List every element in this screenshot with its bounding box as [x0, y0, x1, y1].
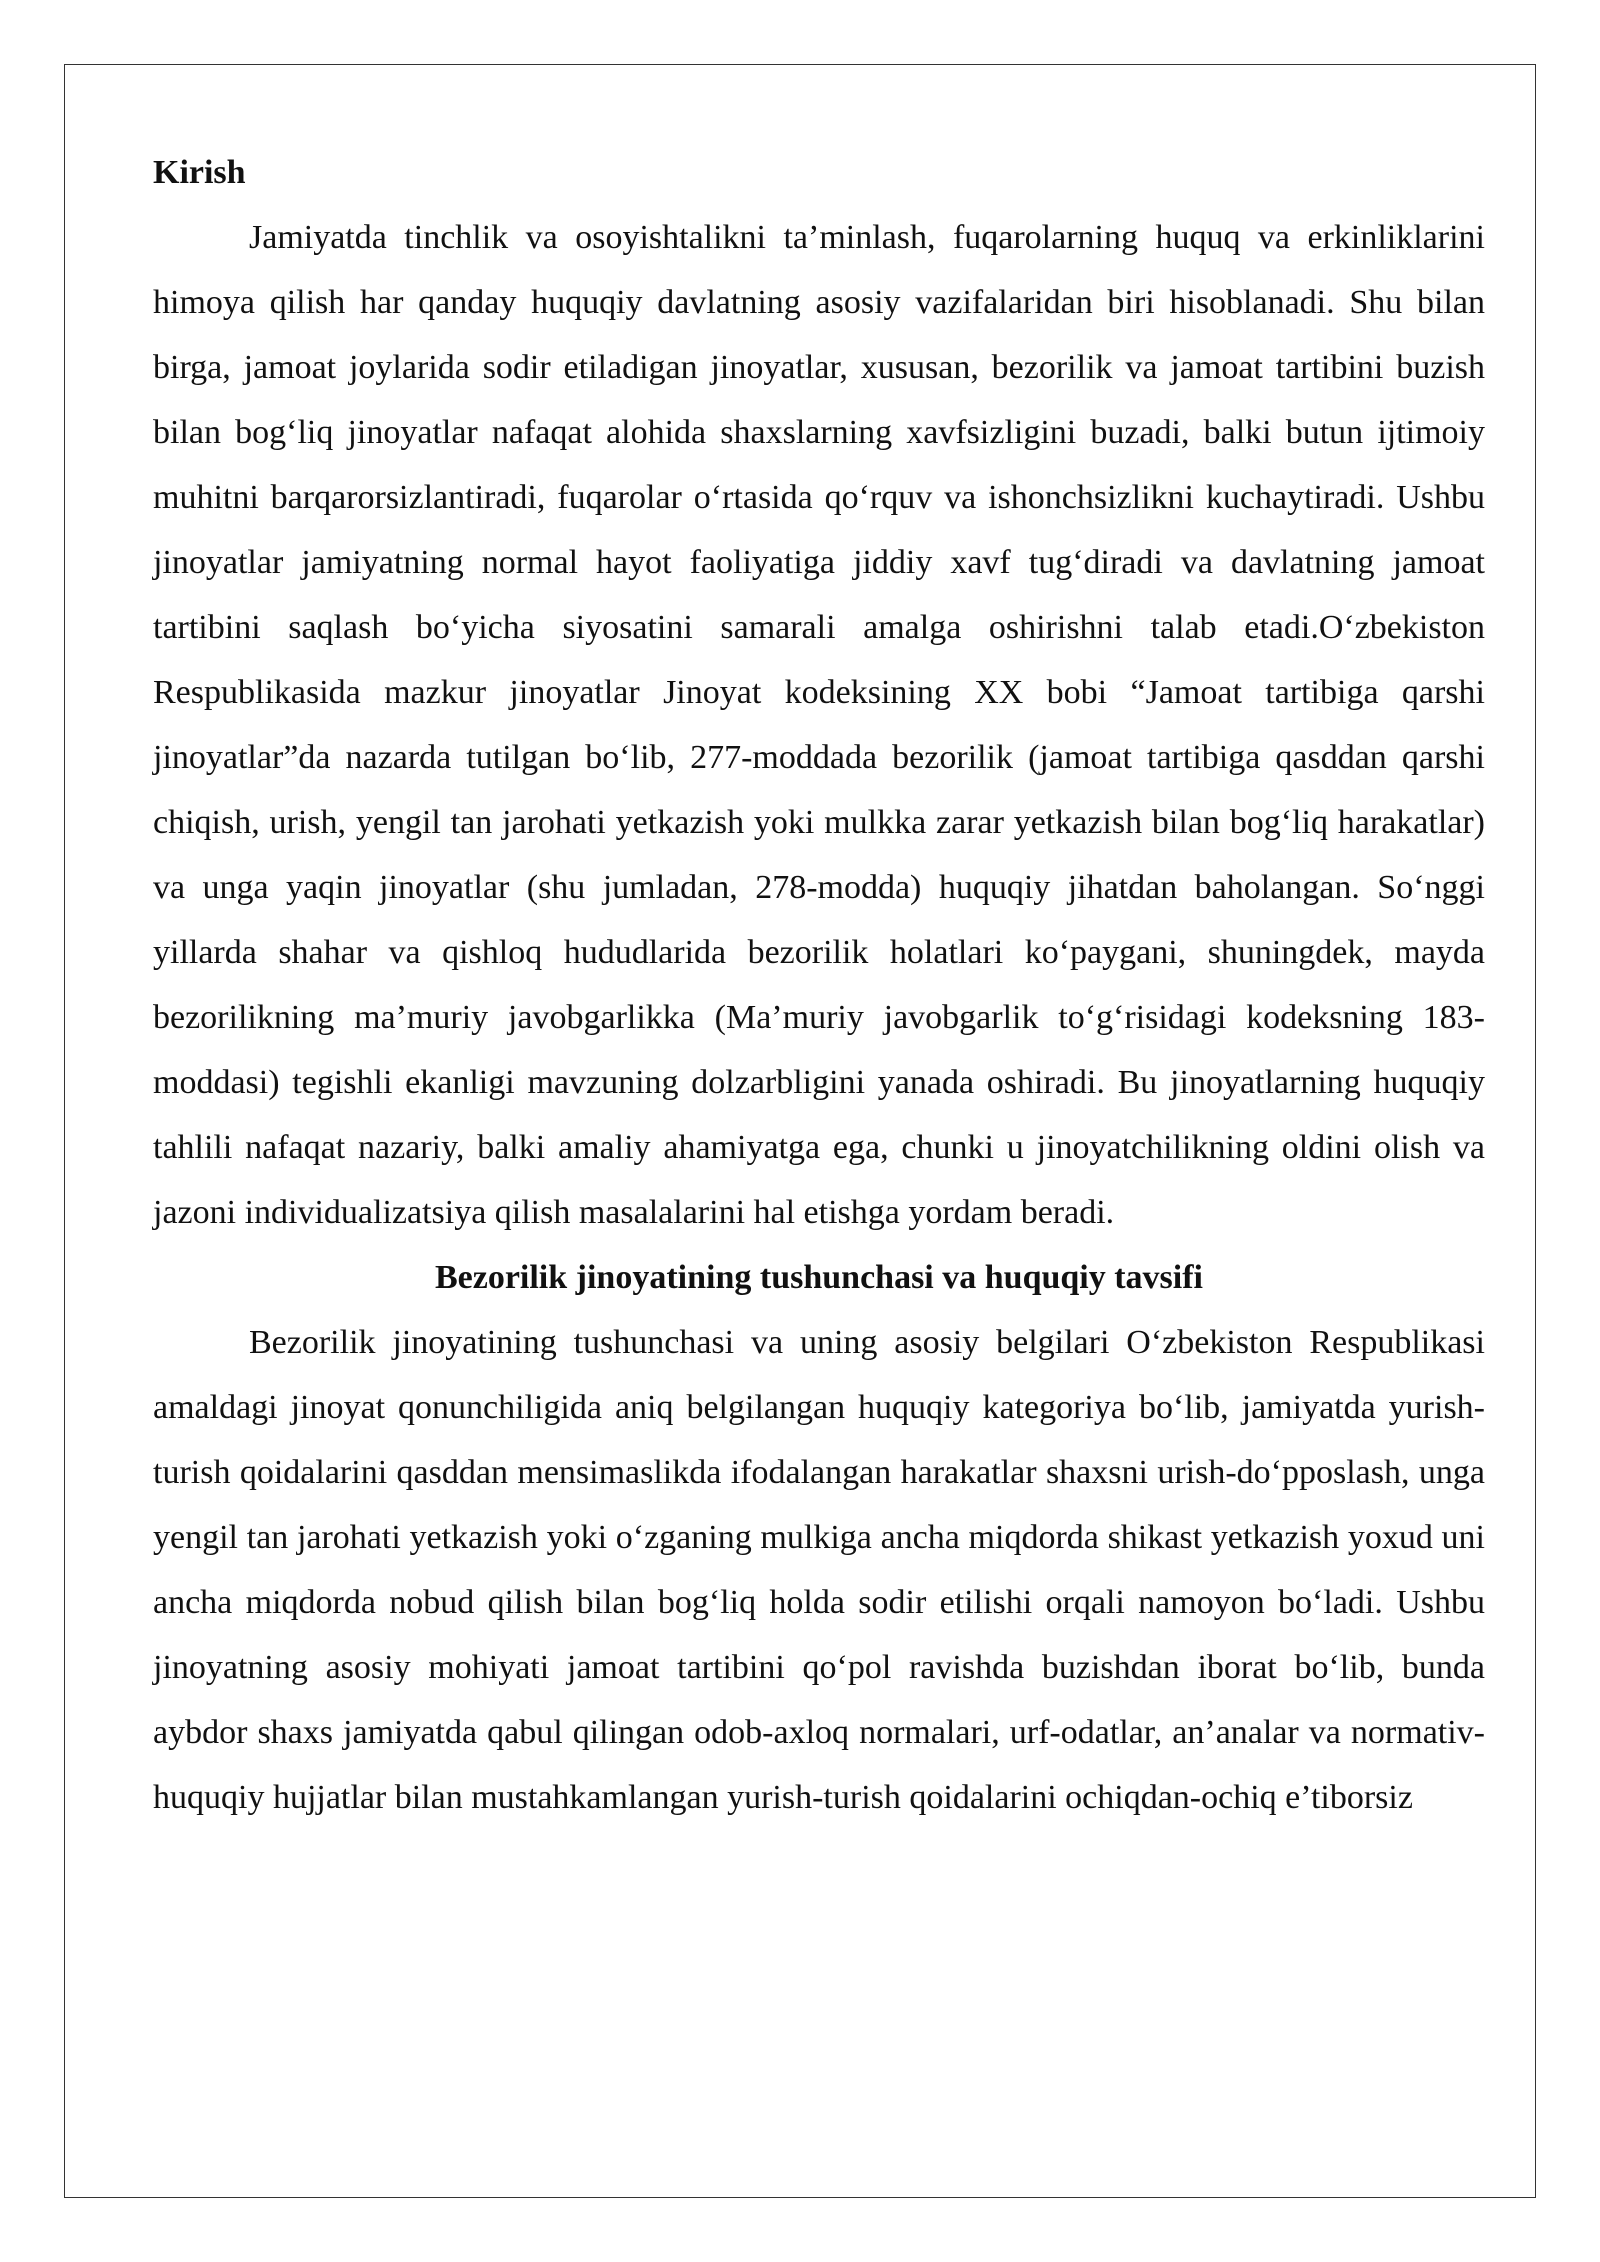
section-paragraph: Bezorilik jinoyatining tushunchasi va uning asosiy belgilari O‘zbekiston Respublikasi amaldagi jinoyat qonunchiligida aniq belgilangan huquqiy kategoriya bo‘lib, jamiyatda yurish-turish qoidalarini qasddan mensimaslikda ifodalangan harakatlar shaxsni urish-do‘pposlash, unga yengil tan jarohati yetkazish yoki o‘zganing mulkiga ancha miqdorda shikast yetkazish yoxud uni ancha miqdorda nobud qilish bilan bog‘liq holda sodir etilishi orqali namoyon bo‘ladi. Ushbu jinoyatning asosiy mohiyati jamoat tartibini qo‘pol ravishda buzishdan iborat bo‘lib, bunda aybdor shaxs jamiyatda qabul qilingan odob-axloq normalari, urf-odatlar, an’analar va normativ-huquqiy hujjatlar bilan mustahkamlangan yurish-turish qoidalarini ochiqdan-ochiq e’tiborsiz: [153, 1324, 1485, 1816]
intro-paragraph: Jamiyatda tinchlik va osoyishtalikni ta’minlash, fuqarolarning huquq va erkinliklarini himoya qilish har qanday huquqiy davlatning asosiy vazifalaridan biri hisoblanadi. Shu bilan birga, jamoat joylarida sodir etiladigan jinoyatlar, xususan, bezorilik va jamoat tartibini buzish bilan bog‘liq jinoyatlar nafaqat alohida shaxslarning xavfsizligini buzadi, balki butun ijtimoiy muhitni barqarorsizlantiradi, fuqarolar o‘rtasida qo‘rquv va ishonchsizlikni kuchaytiradi. Ushbu jinoyatlar jamiyatning normal hayot faoliyatiga jiddiy xavf tug‘diradi va davlatning jamoat tartibini saqlash bo‘yicha siyosatini samarali amalga oshirishni talab etadi.O‘zbekiston Respublikasida mazkur jinoyatlar Jinoyat kodeksining XX bobi “Jamoat tartibiga qarshi jinoyatlar”da nazarda tutilgan bo‘lib, 277-moddada bezorilik (jamoat tartibiga qasddan qarshi chiqish, urish, yengil tan jarohati yetkazish yoki mulkka zarar yetkazish bilan bog‘liq harakatlar) va unga yaqin jinoyatlar (shu jumladan, 278-modda) huquqiy jihatdan baholangan. So‘nggi yillarda shahar va qishloq hududlarida bezorilik holatlari ko‘paygani, shuningdek, mayda bezorilikning ma’muriy javobgarlikka (Ma’muriy javobgarlik to‘g‘risidagi kodeksning 183-moddasi) tegishli ekanligi mavzuning dolzarbligini yanada oshiradi. Bu jinoyatlarning huquqiy tahlili nafaqat nazariy, balki amaliy ahamiyatga ega, chunki u jinoyatchilikning oldini olish va jazoni individualizatsiya qilish masalalarini hal etishga yordam beradi.: [153, 219, 1485, 1231]
document-body: [153, 140, 1485, 1830]
intro-heading: Kirish: [153, 154, 246, 191]
section-heading: Bezorilik jinoyatining tushunchasi va huquqiy tavsifi: [434, 1259, 1204, 1296]
